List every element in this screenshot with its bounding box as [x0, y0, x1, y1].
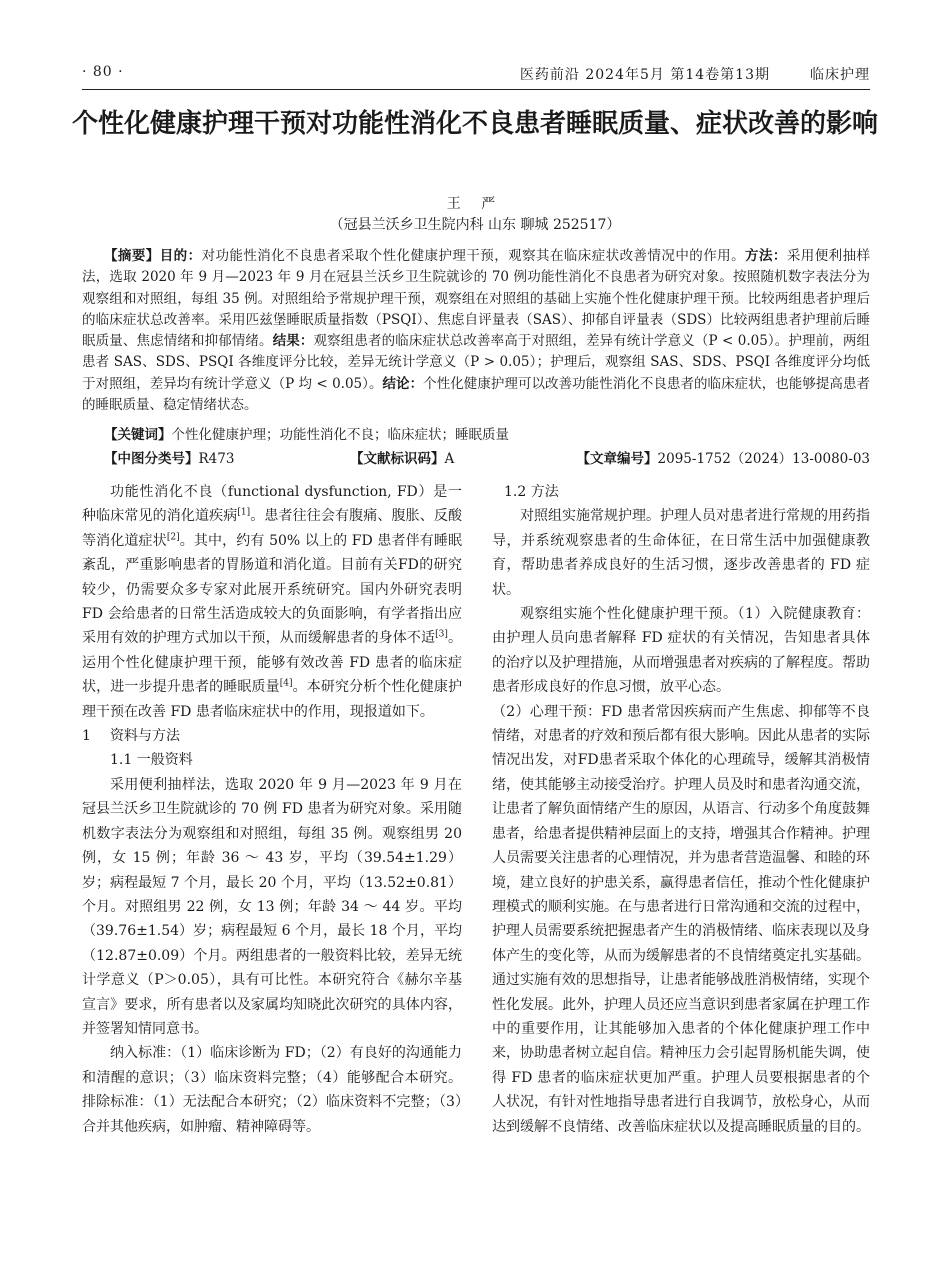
observation-group-paragraph: 观察组实施个性化健康护理干预。（1）入院健康教育：由护理人员向患者解释 FD 症状的有关情况，告知患者具体的治疗以及护理措施，从而增强患者对疾病的了解程度。帮助患者形成良好的作息习惯，放平心态。	[492, 606, 870, 696]
doc-value: A	[444, 451, 455, 467]
intro-text-1: 功能性消化不良（functional dysfunction, FD）是一种临床常见的消化道疾病	[82, 484, 462, 525]
intro-text-4: 。运用个性化健康护理干预，能够有效改善 FD 患者的临床症状，进一步提升患者的睡眠质量	[82, 630, 462, 696]
article-label: 【文章编号】	[576, 451, 658, 467]
general-data-paragraph: 采用便利抽样法，选取 2020 年 9 月—2023 年 9 月在冠县兰沃乡卫生院就诊的 70 例 FD 患者为研究对象。采用随机数字表法分为观察组和对照组，每组 35 例。观察组男 20 例，女 15 例；年龄 36 ～ 43 岁，平均（39.54±1.29）岁；病程最短 7 个月，最长 20 个月，平均（13.52±0.81）个月。对照组男 22 例，女 13 例；年龄 34 ～ 44 岁。平均（39.76±1.54）岁；病程最短 6 个月，最长 18 个月，平均（12.87±0.09）个月。两组患者的一般资料比较，差异无统计学意义（P＞0.05），具有可比性。本研究符合《赫尔辛基宣言》要求，所有患者以及家属均知晓此次研究的具体内容，并签署知情同意书。	[82, 776, 462, 1037]
citation-2: [2]	[166, 532, 180, 543]
section-1-1-heading: 1.1 一般资料	[110, 752, 193, 769]
left-column	[82, 480, 462, 1139]
section-name: 临床护理	[810, 67, 870, 83]
author: 王 严	[446, 196, 504, 212]
page-number: · 80 ·	[82, 64, 124, 80]
citation-3: [3]	[435, 629, 448, 640]
intro-text-2: 。患者往往会有腹痛、腹胀、反酸等消化道症状	[82, 508, 462, 549]
article-title: 个性化健康护理干预对功能性消化不良患者睡眠质量、症状改善的影响	[71, 109, 878, 139]
keywords-label: 【关键词】	[104, 427, 172, 443]
article-value: 2095-1752（2024）13-0080-03	[657, 451, 870, 467]
article-number	[577, 447, 870, 467]
running-header	[82, 64, 870, 86]
result-text: 观察组患者的临床症状总改善率高于对照组，差异有统计学意义（P < 0.05）。护理前，两组患者 SAS、SDS、PSQI 各维度评分比较，差异无统计学意义（P > 0.05）；护理后，观察组 SAS、SDS、PSQI 各维度评分均低于对照组，差异均有统计学意义（P 均 < 0.05）。	[82, 333, 871, 392]
classification-row	[104, 447, 870, 468]
intro-text-5: 。本研究分析个性化健康护理干预在改善 FD 患者临床症状中的作用，现报道如下。	[82, 679, 462, 720]
intro-text-3: 。其中，约有 50% 以上的 FD 患者伴有睡眠紊乱，严重影响患者的胃肠道和消化道。目前有关FD的研究较少，仍需要众多专家对此展开系统研究。国内外研究表明 FD 会给患者的日常生活造成较大的负面影响，有学者指出应采用有效的护理方式加以干预，从而缓解患者的身体不适	[82, 532, 463, 647]
criteria-paragraph: 纳入标准：（1）临床诊断为 FD；（2）有良好的沟通能力和清醒的意识；（3）临床资料完整；（4）能够配合本研究。排除标准：（1）无法配合本研究；（2）临床资料不完整；（3）合并其他疾病，如肿瘤、精神障碍等。	[82, 1045, 462, 1135]
purpose-text: 对功能性消化不良患者采取个性化健康护理干预，观察其在临床症状改善情况中的作用。	[201, 248, 746, 264]
psychological-intervention-paragraph: （2）心理干预：FD 患者常因疾病而产生焦虑、抑郁等不良情绪，对患者的疗效和预后都有很大影响。因此从患者的实际情况出发，对FD患者采取个体化的心理疏导，缓解其消极情绪，使其能够主动接受治疗。护理人员及时和患者沟通交流，让患者了解负面情绪产生的原因，从语言、行动多个角度鼓舞患者，给患者提供精神层面上的支持，增强其合作精神。护理人员需要关注患者的心理情况，并为患者营造温馨、和睦的环境，建立良好的护患关系，赢得患者信任，推动个性化健康护理模式的顺利实施。在与患者进行日常沟通和交流的过程中，护理人员需要系统把握患者产生的消极情绪、临床表现以及身体产生的变化等，从而为缓解患者的不良情绪奠定扎实基础。通过实施有效的思想指导，让患者能够战胜消极情绪，实现个性化发展。此外，护理人员还应当意识到患者家属在护理工作中的重要作用，让其能够加入患者的个体化健康护理工作中来，协助患者树立起自信。精神压力会引起胃肠机能失调，使得 FD 患者的临床症状更加严重。护理人员要根据患者的个人状况，有针对性地指导患者进行自我调节，放松身心，从而达到缓解不良情绪、改善临床症状以及提高睡眠质量的目的。	[492, 703, 870, 1135]
clc-code	[104, 447, 234, 467]
section-1-number: 1	[82, 728, 91, 745]
affiliation: （冠县兰沃乡卫生院内科 山东 聊城 252517）	[329, 217, 621, 233]
clc-label: 【中图分类号】	[104, 451, 199, 467]
journal-info: 医药前沿 2024年5月 第14卷第13期	[519, 67, 770, 83]
control-group-paragraph: 对照组实施常规护理。护理人员对患者进行常规的用药指导，并系统观察患者的生命体征，在日常生活中加强健康教育，帮助患者养成良好的生活习惯，逐步改善患者的 FD 症状。	[492, 508, 870, 598]
section-1-heading	[82, 724, 462, 748]
citation-1: [1]	[237, 507, 251, 518]
doc-label: 【文献标识码】	[350, 451, 445, 467]
doc-code	[350, 447, 454, 467]
method-label: 方法：	[745, 248, 787, 264]
conclusion-text: 个性化健康护理可以改善功能性消化不良患者的临床症状，也能够提高患者的睡眠质量、稳定情绪状态。	[82, 375, 871, 414]
conclusion-label: 结论：	[382, 375, 424, 392]
method-text: 采用便利抽样法，选取 2020 年 9 月—2023 年 9 月在冠县兰沃乡卫生院就诊的 70 例功能性消化不良患者为研究对象。按照随机数字表法分为观察组和对照组，每组 35 例。对照组给予常规护理干预，观察组在对照组的基础上实施个性化健康护理干预。比较两组患者护理后的临床症状总改善率。采用匹兹堡睡眠质量指数（PSQI）、焦虑自评量表（SAS）、抑郁自评量表（SDS）比较两组患者护理前后睡眠质量、焦虑情绪和抑郁情绪。	[82, 248, 871, 350]
citation-4: [4]	[279, 678, 293, 689]
abstract-label: 【摘要】	[104, 248, 160, 264]
header-rule	[82, 89, 870, 90]
clc-value: R473	[198, 451, 235, 467]
purpose-label: 目的：	[159, 248, 202, 264]
intro-paragraph	[82, 480, 462, 724]
section-1-2-heading: 1.2 方法	[504, 484, 559, 500]
abstract	[82, 246, 870, 416]
result-label: 结果：	[272, 333, 314, 350]
keywords	[104, 425, 870, 446]
section-1-title: 资料与方法	[110, 728, 180, 745]
keywords-text: 个性化健康护理；功能性消化不良；临床症状；睡眠质量	[171, 427, 509, 443]
right-column	[492, 480, 870, 1139]
